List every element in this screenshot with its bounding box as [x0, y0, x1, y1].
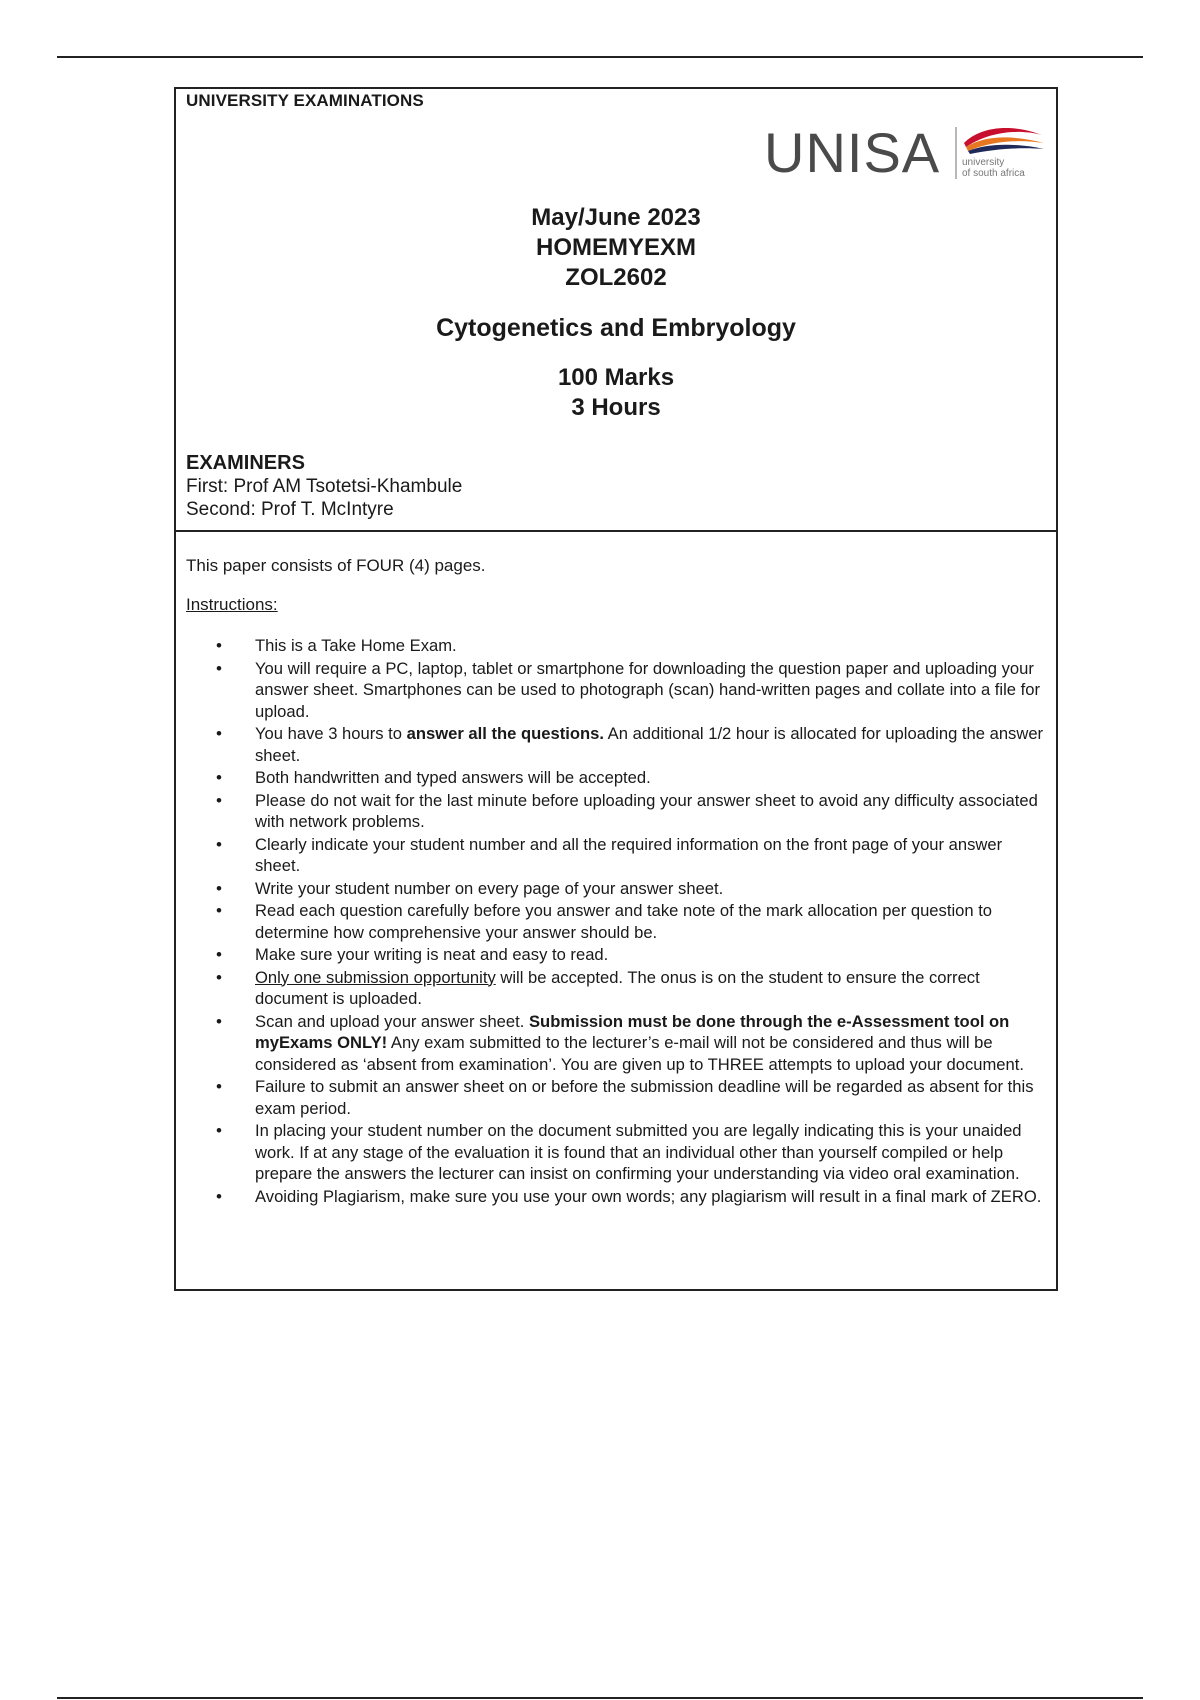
logo-divider [955, 127, 957, 179]
logo-wordmark: UNISA [764, 121, 941, 184]
first-examiner: First: Prof AM Tsotetsi-Khambule [186, 476, 463, 497]
logo-subtext-line1: university [962, 157, 1005, 168]
page-count-note: This paper consists of FOUR (4) pages. [186, 556, 486, 575]
instructions-heading: Instructions: [186, 595, 278, 614]
instruction-item: • Clearly indicate your student number and all the required information on the front page of your answer sheet. [216, 834, 1046, 877]
instruction-item: • You will require a PC, laptop, tablet or smartphone for downloading the question paper and uploading your answer sheet. Smartphones can be used to photograph (scan) hand-written pages and collate into a file for upload. [216, 658, 1046, 723]
instruction-item: • This is a Take Home Exam. [216, 635, 1046, 657]
instructions-list [216, 635, 1046, 1208]
course-title: Cytogenetics and Embryology [436, 314, 796, 342]
logo-swoosh-icon [960, 121, 1046, 155]
exam-duration: 3 Hours [571, 394, 661, 421]
instruction-item: • Read each question carefully before you answer and take note of the mark allocation per question to determine how comprehensive your answer should be. [216, 900, 1046, 943]
course-code: ZOL2602 [565, 264, 667, 291]
instruction-item: • Failure to submit an answer sheet on or before the submission deadline will be regarded as absent for this exam period. [216, 1076, 1046, 1119]
unisa-logo [764, 121, 1044, 185]
instruction-item: • Avoiding Plagiarism, make sure you use your own words; any plagiarism will result in a final mark of ZERO. [216, 1186, 1046, 1208]
cover-header [176, 89, 1056, 532]
examiners-block [186, 452, 462, 521]
instruction-item: • Please do not wait for the last minute before uploading your answer sheet to avoid any difficulty associated with network problems. [216, 790, 1046, 833]
instruction-item: • Scan and upload your answer sheet. Submission must be done through the e-Assessment tool on myExams ONLY! Any exam submitted to the lecturer’s e-mail will not be considered and thus will be considered as ‘absent from examination’. You are given up to THREE attempts to upload your document. [216, 1011, 1046, 1076]
total-marks: 100 Marks [557, 364, 675, 391]
top-rule [57, 56, 1143, 58]
instruction-item: • Both handwritten and typed answers will be accepted. [216, 767, 1046, 789]
institution-heading: UNIVERSITY EXAMINATIONS [186, 91, 424, 110]
exam-cover-frame [174, 87, 1058, 1291]
instruction-item: • You have 3 hours to answer all the questions. An additional 1/2 hour is allocated for uploading the answer sheet. [216, 723, 1046, 766]
second-examiner: Second: Prof T. McIntyre [186, 499, 394, 520]
instruction-item: • Make sure your writing is neat and easy to read. [216, 944, 1046, 966]
instruction-item: • Write your student number on every page of your answer sheet. [216, 878, 1046, 900]
instructions-section [176, 532, 1056, 1289]
bottom-rule [57, 1697, 1143, 1699]
exam-type: HOMEMYEXM [535, 234, 696, 261]
logo-subtext-line2: of south africa [962, 168, 1025, 179]
examiners-label: EXAMINERS [186, 452, 305, 474]
exam-session: May/June 2023 [531, 204, 701, 231]
instruction-item: • In placing your student number on the document submitted you are legally indicating this is your unaided work. If at any stage of the evaluation it is found that an individual other than yourself compiled or help prepare the answers the lecturer can insist on confirming your understanding via video oral examination. [216, 1120, 1046, 1185]
instruction-item: • Only one submission opportunity will be accepted. The onus is on the student to ensure the correct document is uploaded. [216, 967, 1046, 1010]
